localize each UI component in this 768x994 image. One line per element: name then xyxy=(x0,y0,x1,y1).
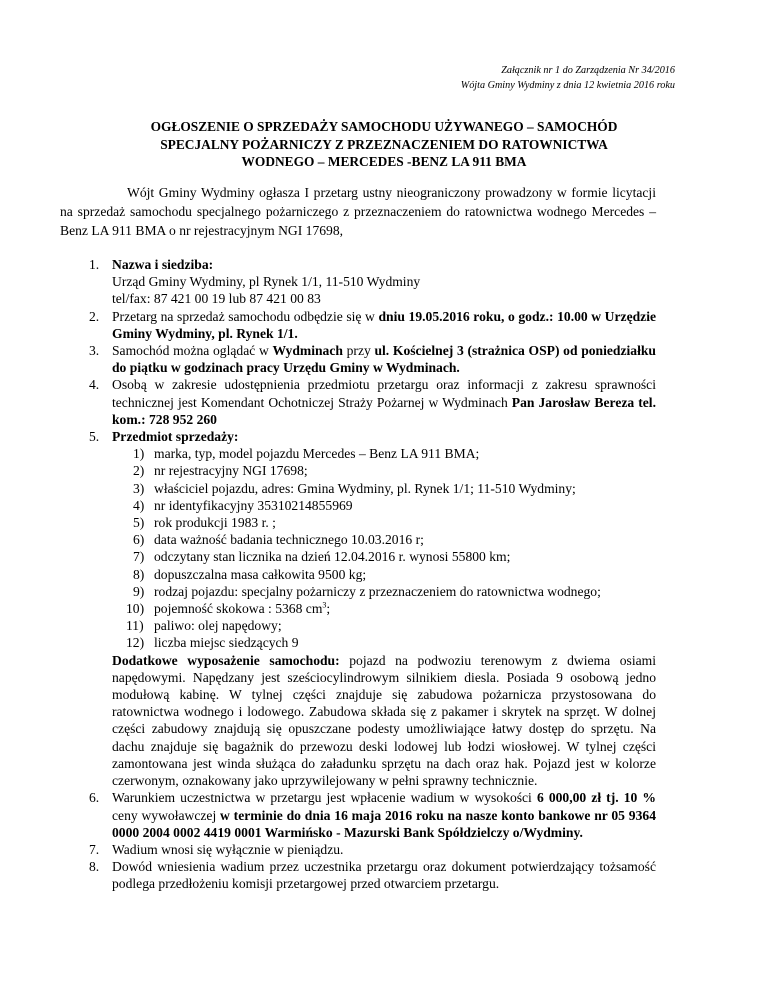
sub-item-text: nr rejestracyjny NGI 17698; xyxy=(154,463,308,479)
list-item-2 xyxy=(89,308,657,342)
item-text: Samochód można oglądać w xyxy=(112,343,273,359)
sub-item xyxy=(133,480,656,497)
item-heading: Przedmiot sprzedaży: xyxy=(112,429,239,445)
sub-item xyxy=(133,497,656,514)
sub-item xyxy=(126,600,656,617)
sub-item-number: 1) xyxy=(133,446,145,462)
sub-item-number: 6) xyxy=(133,532,145,548)
sub-item-text: paliwo: olej napędowy; xyxy=(154,618,282,634)
sub-item-text: data ważność badania technicznego 10.03.2016 r; xyxy=(154,532,424,548)
item-text: ceny wywoławczej xyxy=(112,807,221,823)
list-item-8 xyxy=(89,858,656,892)
list-item-5 xyxy=(89,428,656,789)
sub-item-number: 9) xyxy=(133,583,145,599)
sub-item-number: 8) xyxy=(133,566,145,582)
intro-text: Wójt Gminy Wydminy ogłasza I przetarg ustny nieograniczony prowadzony w formie licytacji na sprzedaż samochodu specjalnego pożarniczego z przeznaczeniem do ratownictwa wodnego Mercedes – Benz LA 911 BMA o nr rejestracyjnym NGI 17698, xyxy=(60,185,656,238)
item-text: Osobą w zakresie udostępnienia przedmiotu przetargu oraz informacji z zakresu sprawności technicznej jest Komendant Ochotniczej Straży Pożarnej w Wydminach xyxy=(112,377,656,410)
title-line-3: WODNEGO – MERCEDES -BENZ LA 911 BMA xyxy=(241,154,527,170)
item-number: 8. xyxy=(89,859,100,875)
sub-item xyxy=(126,617,656,634)
list-item-7 xyxy=(89,841,656,858)
title-line-1: OGŁOSZENIE O SPRZEDAŻY SAMOCHODU UŻYWANEGO – SAMOCHÓD xyxy=(150,119,618,134)
sub-item-text: rok produkcji 1983 r. ; xyxy=(154,515,276,531)
sub-item-number: 11) xyxy=(126,618,144,634)
item-heading: Nazwa i siedziba: xyxy=(112,257,214,272)
item-text: Wadium wnosi się wyłącznie w pieniądzu. xyxy=(112,841,344,857)
list-item-6 xyxy=(89,789,656,841)
sub-item-number: 7) xyxy=(133,549,145,565)
numbered-list xyxy=(89,256,657,893)
annex-note xyxy=(461,63,675,93)
superscript: 3 xyxy=(322,600,327,610)
extra-heading: Dodatkowe wyposażenie samochodu: xyxy=(112,652,340,668)
sub-item-number: 5) xyxy=(133,515,145,531)
phone-line: tel/fax: 87 421 00 19 lub 87 421 00 83 xyxy=(112,291,321,307)
title-line-2: SPECJALNY POŻARNICZY Z PRZEZNACZENIEM DO RATOWNICTWA xyxy=(160,136,608,152)
sub-item xyxy=(133,462,656,479)
item-number: 2. xyxy=(89,308,100,324)
sub-item-tail: ; xyxy=(326,601,331,617)
sub-item-number: 12) xyxy=(126,635,145,651)
sub-item xyxy=(133,514,656,531)
list-item-1 xyxy=(89,256,656,308)
additional-equipment xyxy=(112,652,656,790)
sub-item-text: liczba miejsc siedzących 9 xyxy=(154,635,299,651)
sub-item-number: 10) xyxy=(126,601,145,617)
item-text: przy xyxy=(342,343,375,359)
item-bold-text: dniu 19.05.2016 roku, o godz.: 10.00 w Urzędzie Gminy Wydminy, pl. Rynek 1/1. xyxy=(112,308,657,341)
sub-item-number: 3) xyxy=(133,480,145,496)
list-item-3 xyxy=(89,342,656,376)
intro-paragraph xyxy=(60,183,656,240)
item-bold-text: ul. Kościelnej 3 (strażnica OSP) od poniedziałku do piątku w godzinach pracy Urzędu Gminy w Wydminach. xyxy=(112,343,656,376)
sub-item xyxy=(133,583,656,600)
bank-account-info: w terminie do dnia 16 maja 2016 roku na nasze konto bankowe nr 05 9364 0000 2004 0002 4419 0001 Warmińsko - Mazurski Bank Spółdzielczy o/Wydminy. xyxy=(112,807,656,840)
item-text: Przetarg na sprzedaż samochodu odbędzie się w xyxy=(112,308,379,324)
item-number: 5. xyxy=(89,429,100,445)
sub-item-text: nr identyfikacyjny 35310214855969 xyxy=(154,497,353,513)
sub-item-text: właściciel pojazdu, adres: Gmina Wydminy, pl. Rynek 1/1; 11-510 Wydminy; xyxy=(154,480,576,496)
item-number: 4. xyxy=(89,377,100,393)
list-item-4 xyxy=(89,376,656,428)
sub-item-text: pojemność skokowa : 5368 cm xyxy=(154,601,323,617)
sub-item-number: 4) xyxy=(133,497,145,513)
document-title xyxy=(60,118,708,171)
deposit-amount: 6 000,00 zł tj. 10 % xyxy=(536,790,656,806)
sub-item-text: marka, typ, model pojazdu Mercedes – Benz LA 911 BMA; xyxy=(154,446,480,462)
item-number: 7. xyxy=(89,841,100,857)
sub-item-text: odczytany stan licznika na dzień 12.04.2016 r. wynosi 55800 km; xyxy=(154,549,511,565)
sub-item xyxy=(133,548,656,565)
item-bold-text: Wydminach xyxy=(272,343,343,359)
item-text: Warunkiem uczestnictwa w przetargu jest wpłacenie wadium w wysokości xyxy=(112,790,537,806)
sub-item xyxy=(133,531,656,548)
sub-item-number: 2) xyxy=(133,463,145,479)
extra-text: pojazd na podwoziu terenowym z dwiema osiami napędowymi. Napędzany jest sześciocylindrowym silnikiem diesla. Posiada 9 osobową jedno modułową kabinę. W tylnej części znajduje się zabudowa pożarnicza przystosowana do ratownictwa wodnego i lodowego. Zabudowa składa się z pakamer i skrytek na sprzęt. W dolnej części zabudowy znajdują się opuszczane podesty umożliwiające łatwy dostęp do sprzętu. Na dachu znajduje się bagażnik do przewozu deski lodowej lub łodzi wiosłowej. W tylnej części zamontowana jest winda służąca do załadunku sprzętu na dach oraz hak. Pojazd jest w kolorze czerwonym, oznakowany jako uprzywilejowany w pełni sprawny technicznie. xyxy=(112,652,656,789)
item-number: 3. xyxy=(89,343,100,359)
address-line: Urząd Gminy Wydminy, pl Rynek 1/1, 11-510 Wydminy xyxy=(112,274,421,290)
sub-item xyxy=(126,634,656,651)
annex-line-2: Wójta Gminy Wydminy z dnia 12 kwietnia 2016 roku xyxy=(460,80,675,91)
item-text: Dowód wniesienia wadium przez uczestnika przetargu oraz dokument potwierdzający tożsamość podlega przedłożeniu komisji przetargowej przed otwarciem przetargu. xyxy=(112,859,656,892)
sub-item-text: dopuszczalna masa całkowita 9500 kg; xyxy=(154,566,367,582)
contact-person: Pan Jarosław Bereza tel. kom.: 728 952 260 xyxy=(112,394,656,427)
sub-item-text: rodzaj pojazdu: specjalny pożarniczy z przeznaczeniem do ratownictwa wodnego; xyxy=(154,583,601,599)
item-number: 6. xyxy=(89,790,100,806)
sub-item xyxy=(133,445,656,462)
annex-line-1: Załącznik nr 1 do Zarządzenia Nr 34/2016 xyxy=(501,65,675,76)
item-number: 1. xyxy=(89,257,100,272)
sub-item xyxy=(133,566,656,583)
